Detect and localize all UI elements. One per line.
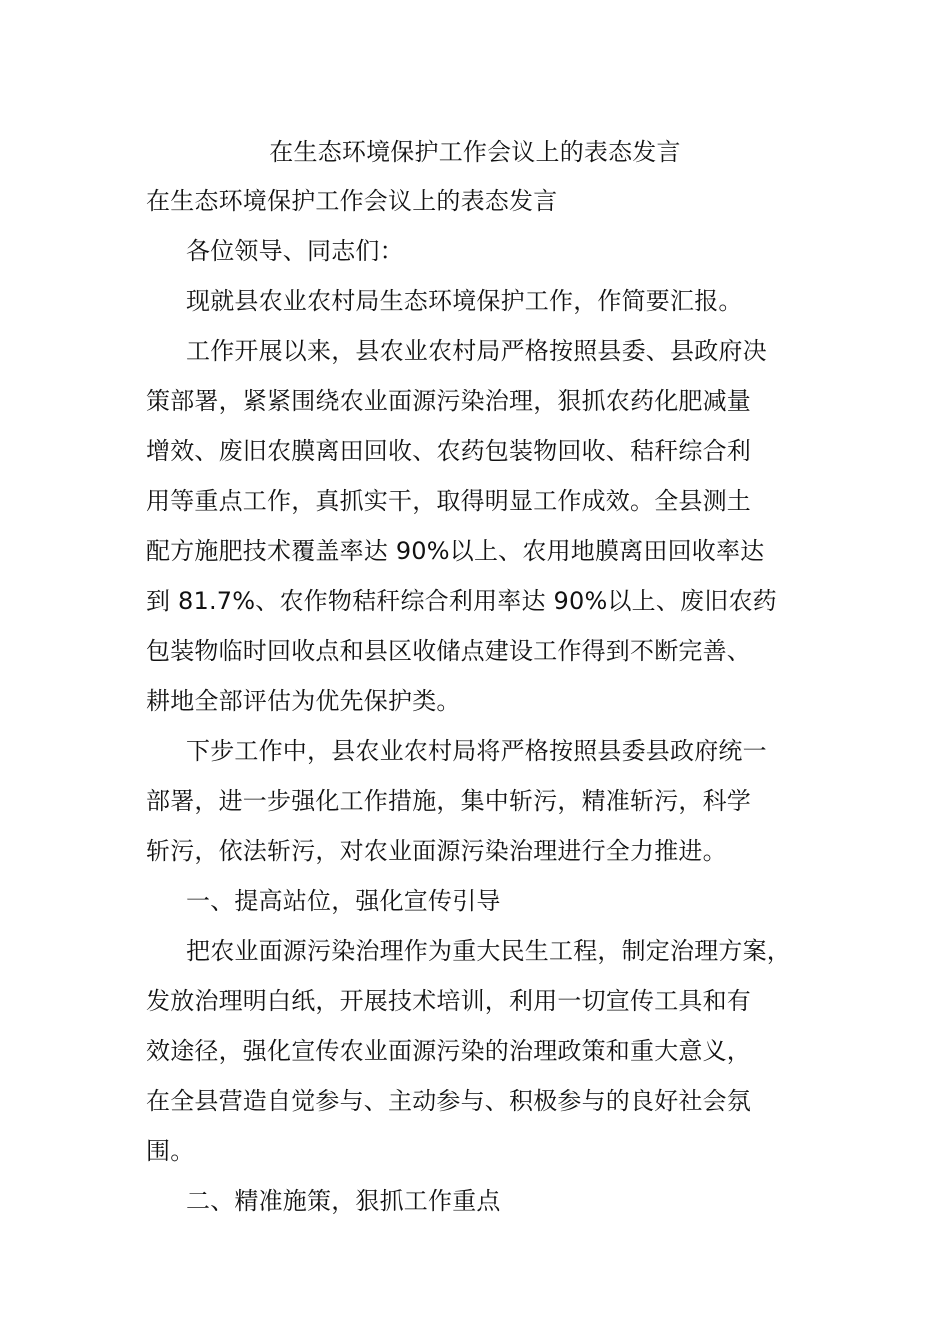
- paragraph-line: 斩污，依法斩污，对农业面源污染治理进行全力推进。: [146, 837, 727, 865]
- paragraph-line: 增效、废旧农膜离田回收、农药包装物回收、秸秆综合利: [146, 437, 751, 465]
- greeting: 各位领导、同志们：: [186, 237, 404, 265]
- paragraph-line: 策部署，紧紧围绕农业面源污染治理，狠抓农药化肥减量: [146, 387, 751, 415]
- intro-paragraph: 现就县农业农村局生态环境保护工作，作简要汇报。: [186, 287, 743, 315]
- paragraph-line: 工作开展以来，县农业农村局严格按照县委、县政府决: [186, 337, 767, 365]
- paragraph-line: 发放治理明白纸，开展技术培训，利用一切宣传工具和有: [146, 987, 751, 1015]
- section-heading: 二、精准施策，狠抓工作重点: [186, 1187, 501, 1215]
- section-heading: 一、提高站位，强化宣传引导: [186, 887, 501, 915]
- paragraph-line: 在全县营造自觉参与、主动参与、积极参与的良好社会氛: [146, 1087, 751, 1115]
- document-subtitle: 在生态环境保护工作会议上的表态发言: [146, 187, 558, 215]
- document-title: 在生态环境保护工作会议上的表态发言: [269, 138, 681, 166]
- paragraph-line: 用等重点工作，真抓实干，取得明显工作成效。全县测土: [146, 487, 751, 515]
- paragraph-line: 把农业面源污染治理作为重大民生工程，制定治理方案，: [186, 937, 791, 965]
- paragraph-line: 配方施肥技术覆盖率达 90%以上、农用地膜离田回收率达: [146, 537, 765, 565]
- paragraph-line: 包装物临时回收点和县区收储点建设工作得到不断完善、: [146, 637, 751, 665]
- paragraph-line: 部署，进一步强化工作措施，集中斩污，精准斩污，科学: [146, 787, 751, 815]
- paragraph-line: 效途径，强化宣传农业面源污染的治理政策和重大意义，: [146, 1037, 751, 1065]
- paragraph-line: 下步工作中，县农业农村局将严格按照县委县政府统一: [186, 737, 767, 765]
- paragraph-line: 围。: [146, 1137, 195, 1165]
- paragraph-line: 到 81.7%、农作物秸秆综合利用率达 90%以上、废旧农药: [146, 587, 777, 615]
- paragraph-line: 耕地全部评估为优先保护类。: [146, 687, 461, 715]
